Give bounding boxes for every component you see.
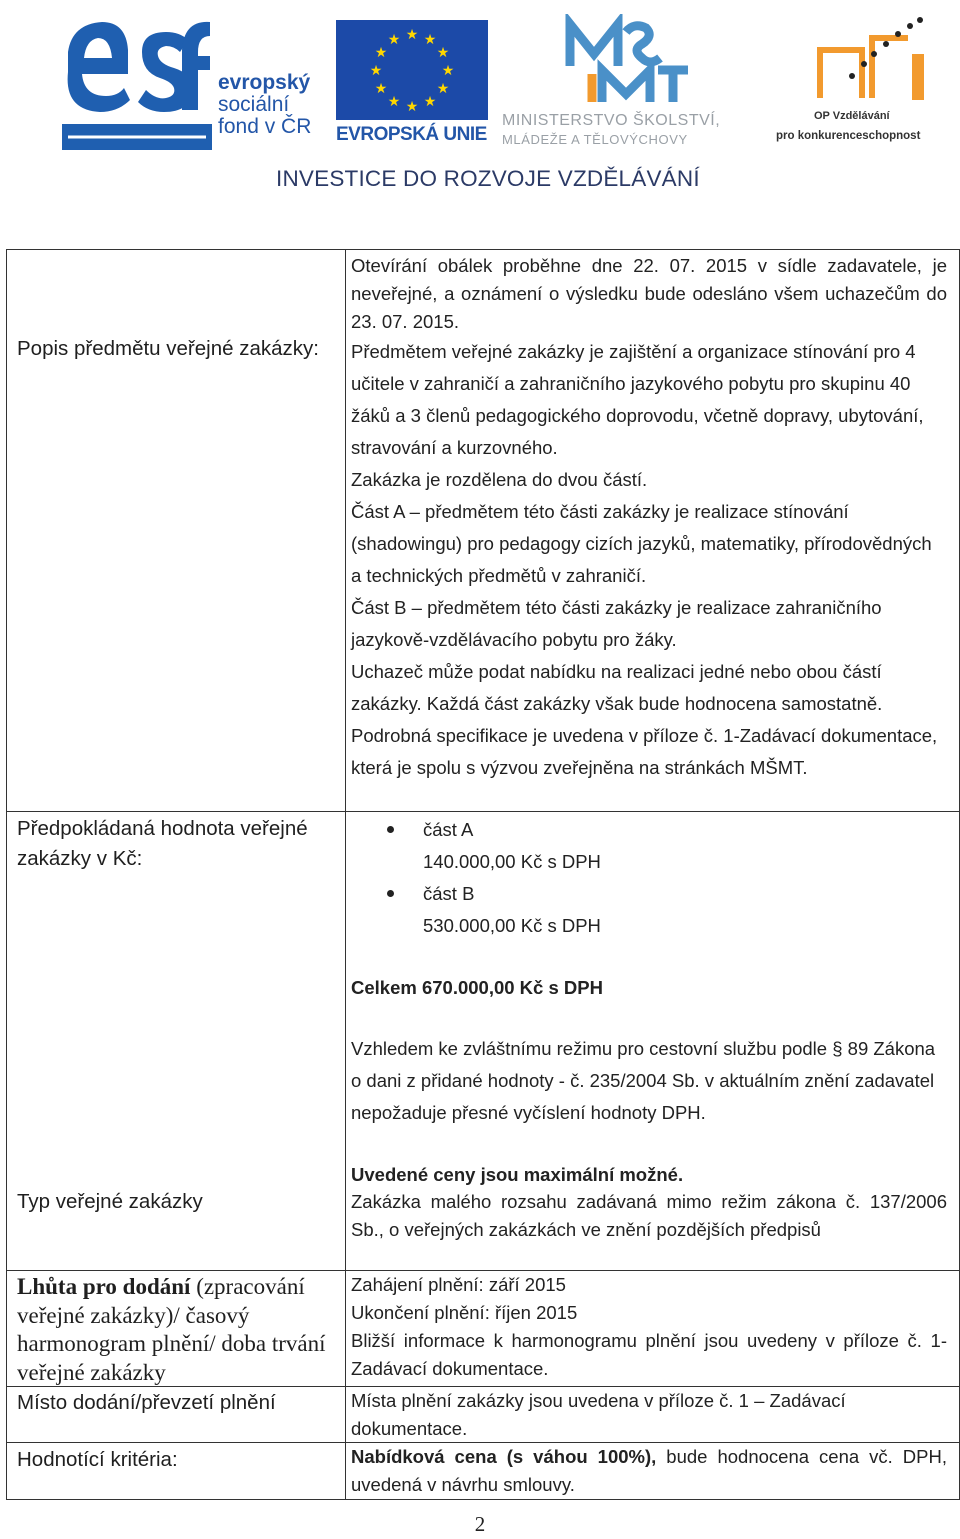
msmt-mark-icon (562, 14, 702, 106)
svg-text:★: ★ (387, 94, 401, 110)
esf-line2: sociální (218, 93, 290, 116)
bullet-icon (387, 826, 394, 833)
kriteria-bold: Nabídková cena (s váhou 100%), (351, 1446, 657, 1467)
row-kriteria (7, 1443, 959, 1499)
esf-line3: fond v ČR (218, 115, 312, 138)
row-hodnota (7, 812, 959, 1202)
row-popis (7, 250, 959, 810)
label-popis-text: Popis předmětu veřejné zakázky: (17, 337, 319, 360)
label-popis (7, 334, 345, 364)
misto-text: Místa plnění zakázky jsou uvedena v příloze č. 1 – Zadávací dokumentace. (351, 1390, 846, 1439)
svg-text:★: ★ (423, 32, 437, 48)
value-hodnota (345, 814, 959, 1191)
list-item (351, 878, 947, 942)
divided-text: Zakázka je rozdělena do dvou částí. (351, 469, 648, 490)
label-hodnota (7, 814, 345, 874)
offer-text: Uchazeč může podat nabídku na realizaci jedné nebo obou částí zakázky. Každá část zakázky však bude hodnocena samostatně. (351, 661, 883, 714)
label-kriteria (7, 1445, 345, 1475)
esf-line1: evropský (218, 71, 311, 94)
tender-table (6, 249, 960, 1500)
esf-logo (62, 12, 324, 154)
label-typ-text: Typ veřejné zakázky (17, 1190, 203, 1213)
item-value: 530.000,00 Kč s DPH (423, 915, 601, 936)
label-hodnota-text: Předpokládaná hodnota veřejné zakázky v Kč: (17, 817, 308, 870)
svg-text:★: ★ (405, 27, 419, 43)
value-lhuta (345, 1271, 959, 1383)
total-text: Celkem 670.000,00 Kč s DPH (351, 977, 603, 998)
label-misto-text: Místo dodání/převzetí plnění (17, 1391, 276, 1414)
value-misto (345, 1387, 959, 1443)
item-value: 140.000,00 Kč s DPH (423, 851, 601, 872)
op-mark-icon (812, 14, 932, 110)
op-logo (776, 14, 948, 154)
page-number: 2 (474, 1512, 486, 1536)
item-name: část B (423, 883, 475, 904)
value-popis (345, 252, 959, 784)
part-b-text: Část B – předmětem této části zakázky je realizace zahraničního jazykově-vzdělávacího pobytu pro žáky. (351, 597, 882, 650)
invest-title: INVESTICE DO ROZVOJE VZDĚLÁVÁNÍ (276, 166, 700, 191)
op-line1: OP Vzdělávání (814, 110, 890, 122)
label-lhuta-bold: Lhůta pro dodání (17, 1274, 191, 1299)
svg-text:★: ★ (436, 81, 450, 97)
svg-text:★: ★ (374, 81, 388, 97)
eu-label: EVROPSKÁ UNIE (336, 124, 487, 145)
op-line2: pro konkurenceschopnost (776, 130, 921, 142)
svg-text:★: ★ (423, 94, 437, 110)
row-lhuta (7, 1271, 959, 1385)
svg-text:★: ★ (387, 32, 401, 48)
header-logos (0, 0, 960, 200)
start-text: Zahájení plnění: září 2015 (351, 1274, 566, 1295)
label-lhuta (7, 1273, 345, 1387)
msmt-line2: MLÁDEŽE A TĚLOVÝCHOVY (502, 132, 688, 147)
item-name: část A (423, 819, 474, 840)
label-misto (7, 1388, 345, 1418)
svg-text:★: ★ (374, 45, 388, 61)
label-typ (7, 1187, 345, 1217)
msmt-logo (502, 14, 766, 154)
spec-text: Podrobná specifikace je uvedena v příloze č. 1-Zadávací dokumentace, která je spolu s výzvou zveřejněna na stránkách MŠMT. (351, 725, 938, 778)
msmt-line1: MINISTERSTVO ŠKOLSTVÍ, (502, 112, 721, 129)
row-misto (7, 1387, 959, 1442)
value-kriteria (345, 1443, 959, 1499)
subject-text: Předmětem veřejné zakázky je zajištění a organizace stínování pro 4 učitele v zahraničí a zahraničního jazykového pobytu pro skupinu 40 žáků a 3 členů pedagogického doprovodu, včetně dopravy, ubytování, stravování a kurzovného. (351, 341, 924, 458)
svg-text:★: ★ (369, 63, 383, 79)
end-text: Ukončení plnění: říjen 2015 (351, 1302, 578, 1323)
typ-text: Zakázka malého rozsahu zadávaná mimo režim zákona č. 137/2006 Sb., o veřejných zakázkách ve znění pozdějších předpisů (351, 1191, 947, 1240)
eu-logo (336, 20, 492, 150)
kriteria-text (351, 1443, 947, 1499)
label-kriteria-text: Hodnotící kritéria: (17, 1448, 178, 1471)
opening-text: Otevírání obálek proběhne dne 22. 07. 2015 v sídle zadavatele, je neveřejné, a oznámení o výsledku bude odesláno všem uchazečům do 23. 07. 2015. (351, 255, 947, 332)
max-price-text: Uvedené ceny jsou maximální možné. (351, 1164, 684, 1185)
bullet-icon (387, 890, 394, 897)
svg-text:★: ★ (405, 99, 419, 115)
eu-flag-icon (336, 20, 488, 120)
vat-note-text: Vzhledem ke zvláštnímu režimu pro cestovní službu podle § 89 Zákona o dani z přidané hodnoty - č. 235/2004 Sb. v aktuálním znění zadavatel nepožaduje přesné vyčíslení hodnoty DPH. (351, 1038, 936, 1123)
label-lhuta-rest: (zpracování veřejné zakázky)/ časový harmonogram plnění/ doba trvání veřejné zakázky (17, 1274, 326, 1385)
svg-text:★: ★ (436, 45, 450, 61)
harmonogram-info-text: Bližší informace k harmonogramu plnění jsou uvedeny v příloze č. 1- Zadávací dokumentace. (351, 1330, 947, 1379)
list-item (351, 814, 947, 878)
kriteria-rest: bude hodnocena cena vč. DPH, uvedená v návrhu smlouvy. (351, 1446, 947, 1495)
part-a-text: Část A – předmětem této části zakázky je realizace stínování (shadowingu) pro pedagogy cizích jazyků, matematiky, přírodovědných a technických předmětů v zahraničí. (351, 501, 932, 586)
value-typ (345, 1188, 959, 1244)
esf-mark-icon (62, 12, 212, 154)
svg-text:★: ★ (441, 63, 455, 79)
row-typ (7, 1185, 959, 1269)
label-lhuta-text (17, 1273, 345, 1387)
